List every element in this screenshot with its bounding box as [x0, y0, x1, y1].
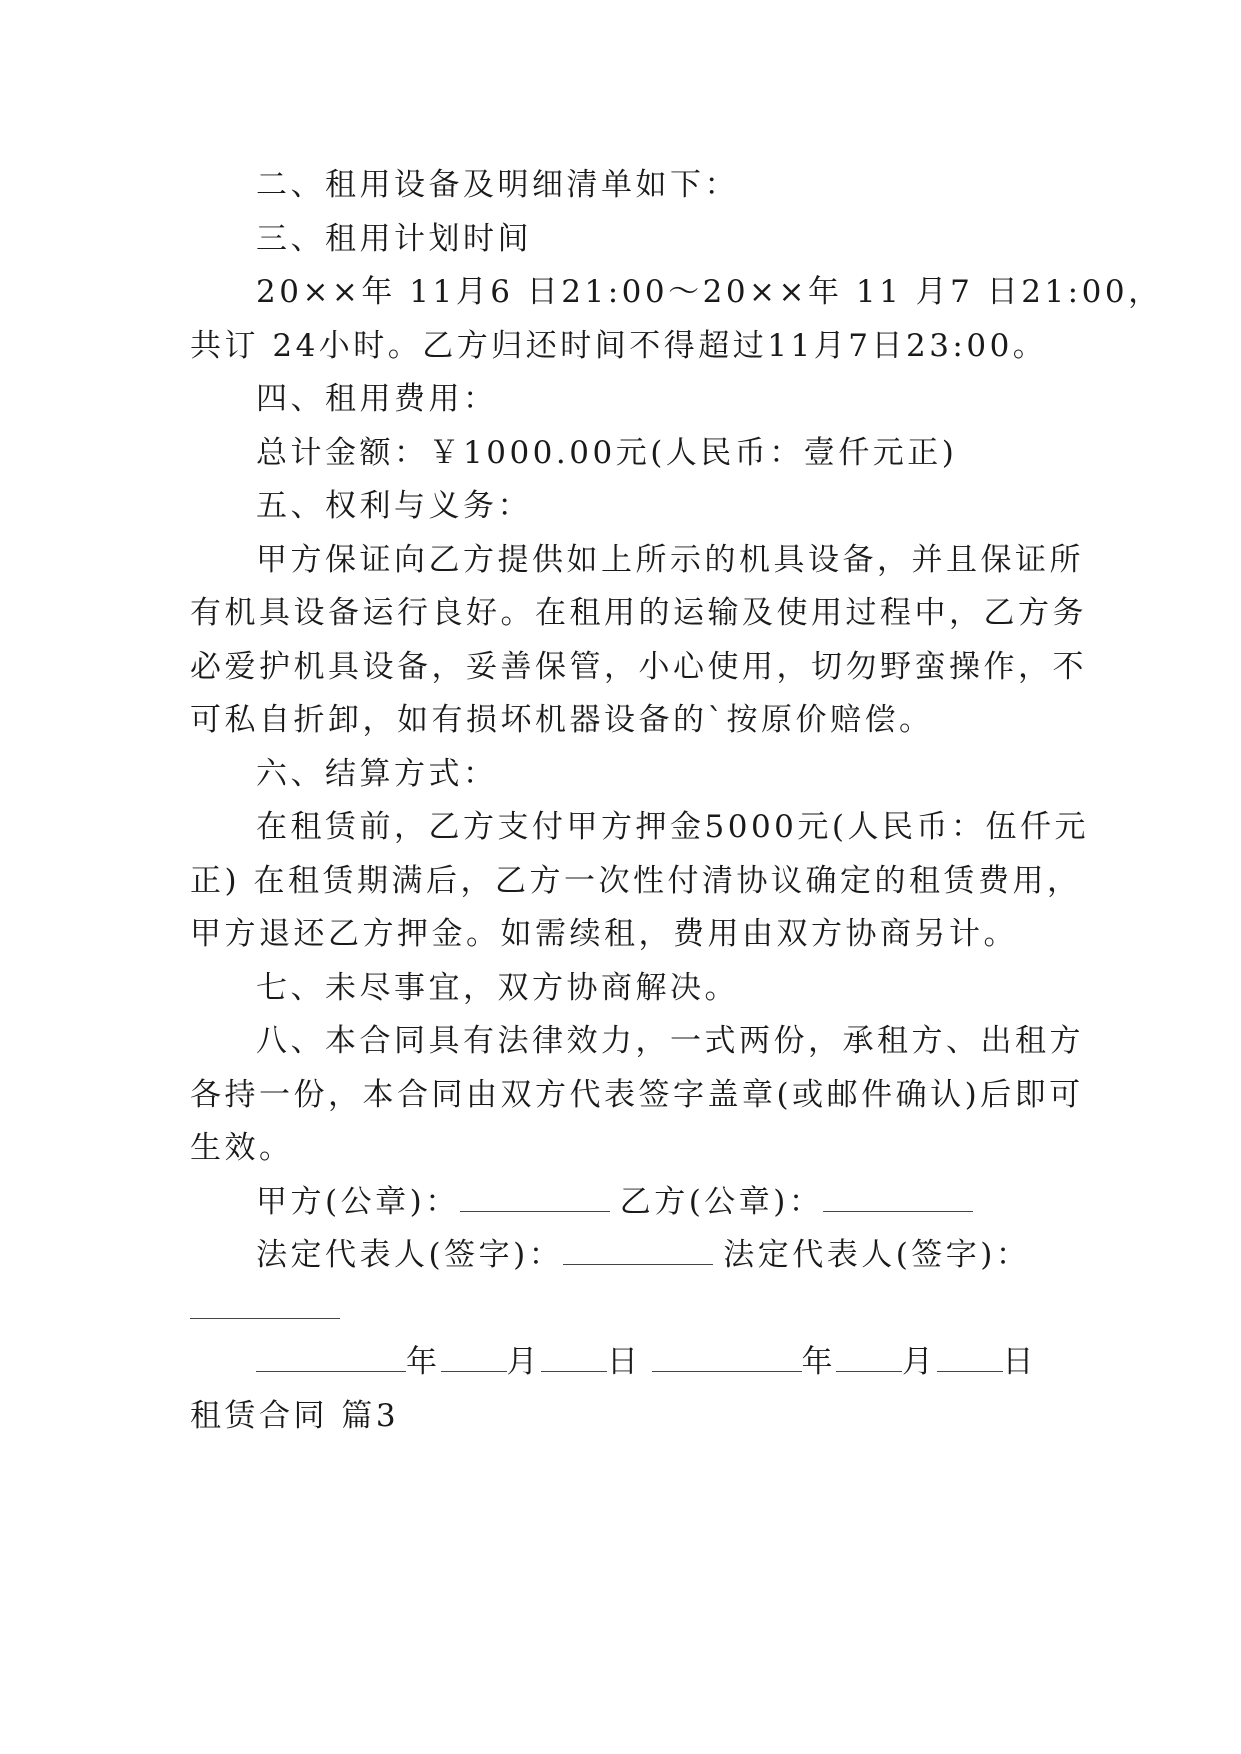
section-4-heading: 四、租用费用：	[256, 381, 498, 417]
party-a-seal-label: 甲方(公章)：	[256, 1184, 460, 1220]
paragraph-line: 可私自折卸，如有损坏机器设备的`按原价赔偿。	[190, 702, 934, 738]
paragraph-line: 20××年 11月6 日21:00～20××年 11 月7 日21:00，	[256, 274, 1163, 310]
party-b-seal-blank	[823, 1185, 973, 1212]
section-3-heading: 三、租用计划时间	[256, 221, 532, 257]
paragraph-line: 正) 在租赁期满后，乙方一次性付清协议确定的租赁费用，	[190, 863, 1082, 899]
representative-line	[256, 1235, 1030, 1275]
party-a-rep-blank	[563, 1238, 713, 1265]
date-b-day-blank	[937, 1345, 1003, 1372]
section-7-heading: 七、未尽事宜，双方协商解决。	[256, 970, 739, 1006]
date-line	[256, 1342, 1037, 1382]
paragraph-line: 甲方退还乙方押金。如需续租，费用由双方协商另计。	[190, 916, 1018, 952]
paragraph-line: 总计金额：￥1000.00元(人民币：壹仟元正)	[256, 435, 958, 471]
day-label: 日	[1002, 1344, 1037, 1380]
party-b-rep-blank	[190, 1292, 340, 1319]
day-label: 日	[607, 1344, 642, 1380]
paragraph-line: 在租赁前，乙方支付甲方押金5000元(人民币：伍仟元	[256, 809, 1089, 845]
section-5-heading: 五、权利与义务：	[256, 488, 532, 524]
date-b-month-blank	[836, 1345, 902, 1372]
paragraph-line: 共订 24小时。乙方归还时间不得超过11月7日23:00。	[190, 328, 1048, 364]
party-b-rep-label: 法定代表人(签字)：	[723, 1237, 1031, 1273]
date-a-year-blank	[256, 1345, 406, 1372]
section-2-heading: 二、租用设备及明细清单如下：	[256, 167, 739, 203]
month-label: 月	[506, 1344, 541, 1380]
paragraph-line: 有机具设备运行良好。在租用的运输及使用过程中，乙方务	[190, 595, 1087, 631]
party-b-rep-blank-line	[190, 1289, 340, 1329]
party-b-seal-label: 乙方(公章)：	[619, 1184, 824, 1220]
party-a-rep-label: 法定代表人(签字)：	[256, 1237, 564, 1273]
seal-line	[256, 1182, 973, 1222]
section-8-heading: 八、本合同具有法律效力，一式两份，承租方、出租方	[256, 1023, 1084, 1059]
section-6-heading: 六、结算方式：	[256, 756, 498, 792]
month-label: 月	[902, 1344, 937, 1380]
year-label: 年	[406, 1344, 441, 1380]
date-b-year-blank	[652, 1345, 802, 1372]
paragraph-line: 各持一份，本合同由双方代表签字盖章(或邮件确认)后即可	[190, 1077, 1084, 1113]
paragraph-line: 生效。	[190, 1130, 294, 1166]
date-a-month-blank	[441, 1345, 507, 1372]
date-a-day-blank	[541, 1345, 607, 1372]
party-a-seal-blank	[460, 1185, 610, 1212]
paragraph-line: 必爱护机具设备，妥善保管，小心使用，切勿野蛮操作，不	[190, 649, 1087, 685]
paragraph-line: 甲方保证向乙方提供如上所示的机具设备，并且保证所	[256, 542, 1084, 578]
year-label: 年	[801, 1344, 836, 1380]
next-contract-title: 租赁合同 篇3	[190, 1398, 400, 1434]
